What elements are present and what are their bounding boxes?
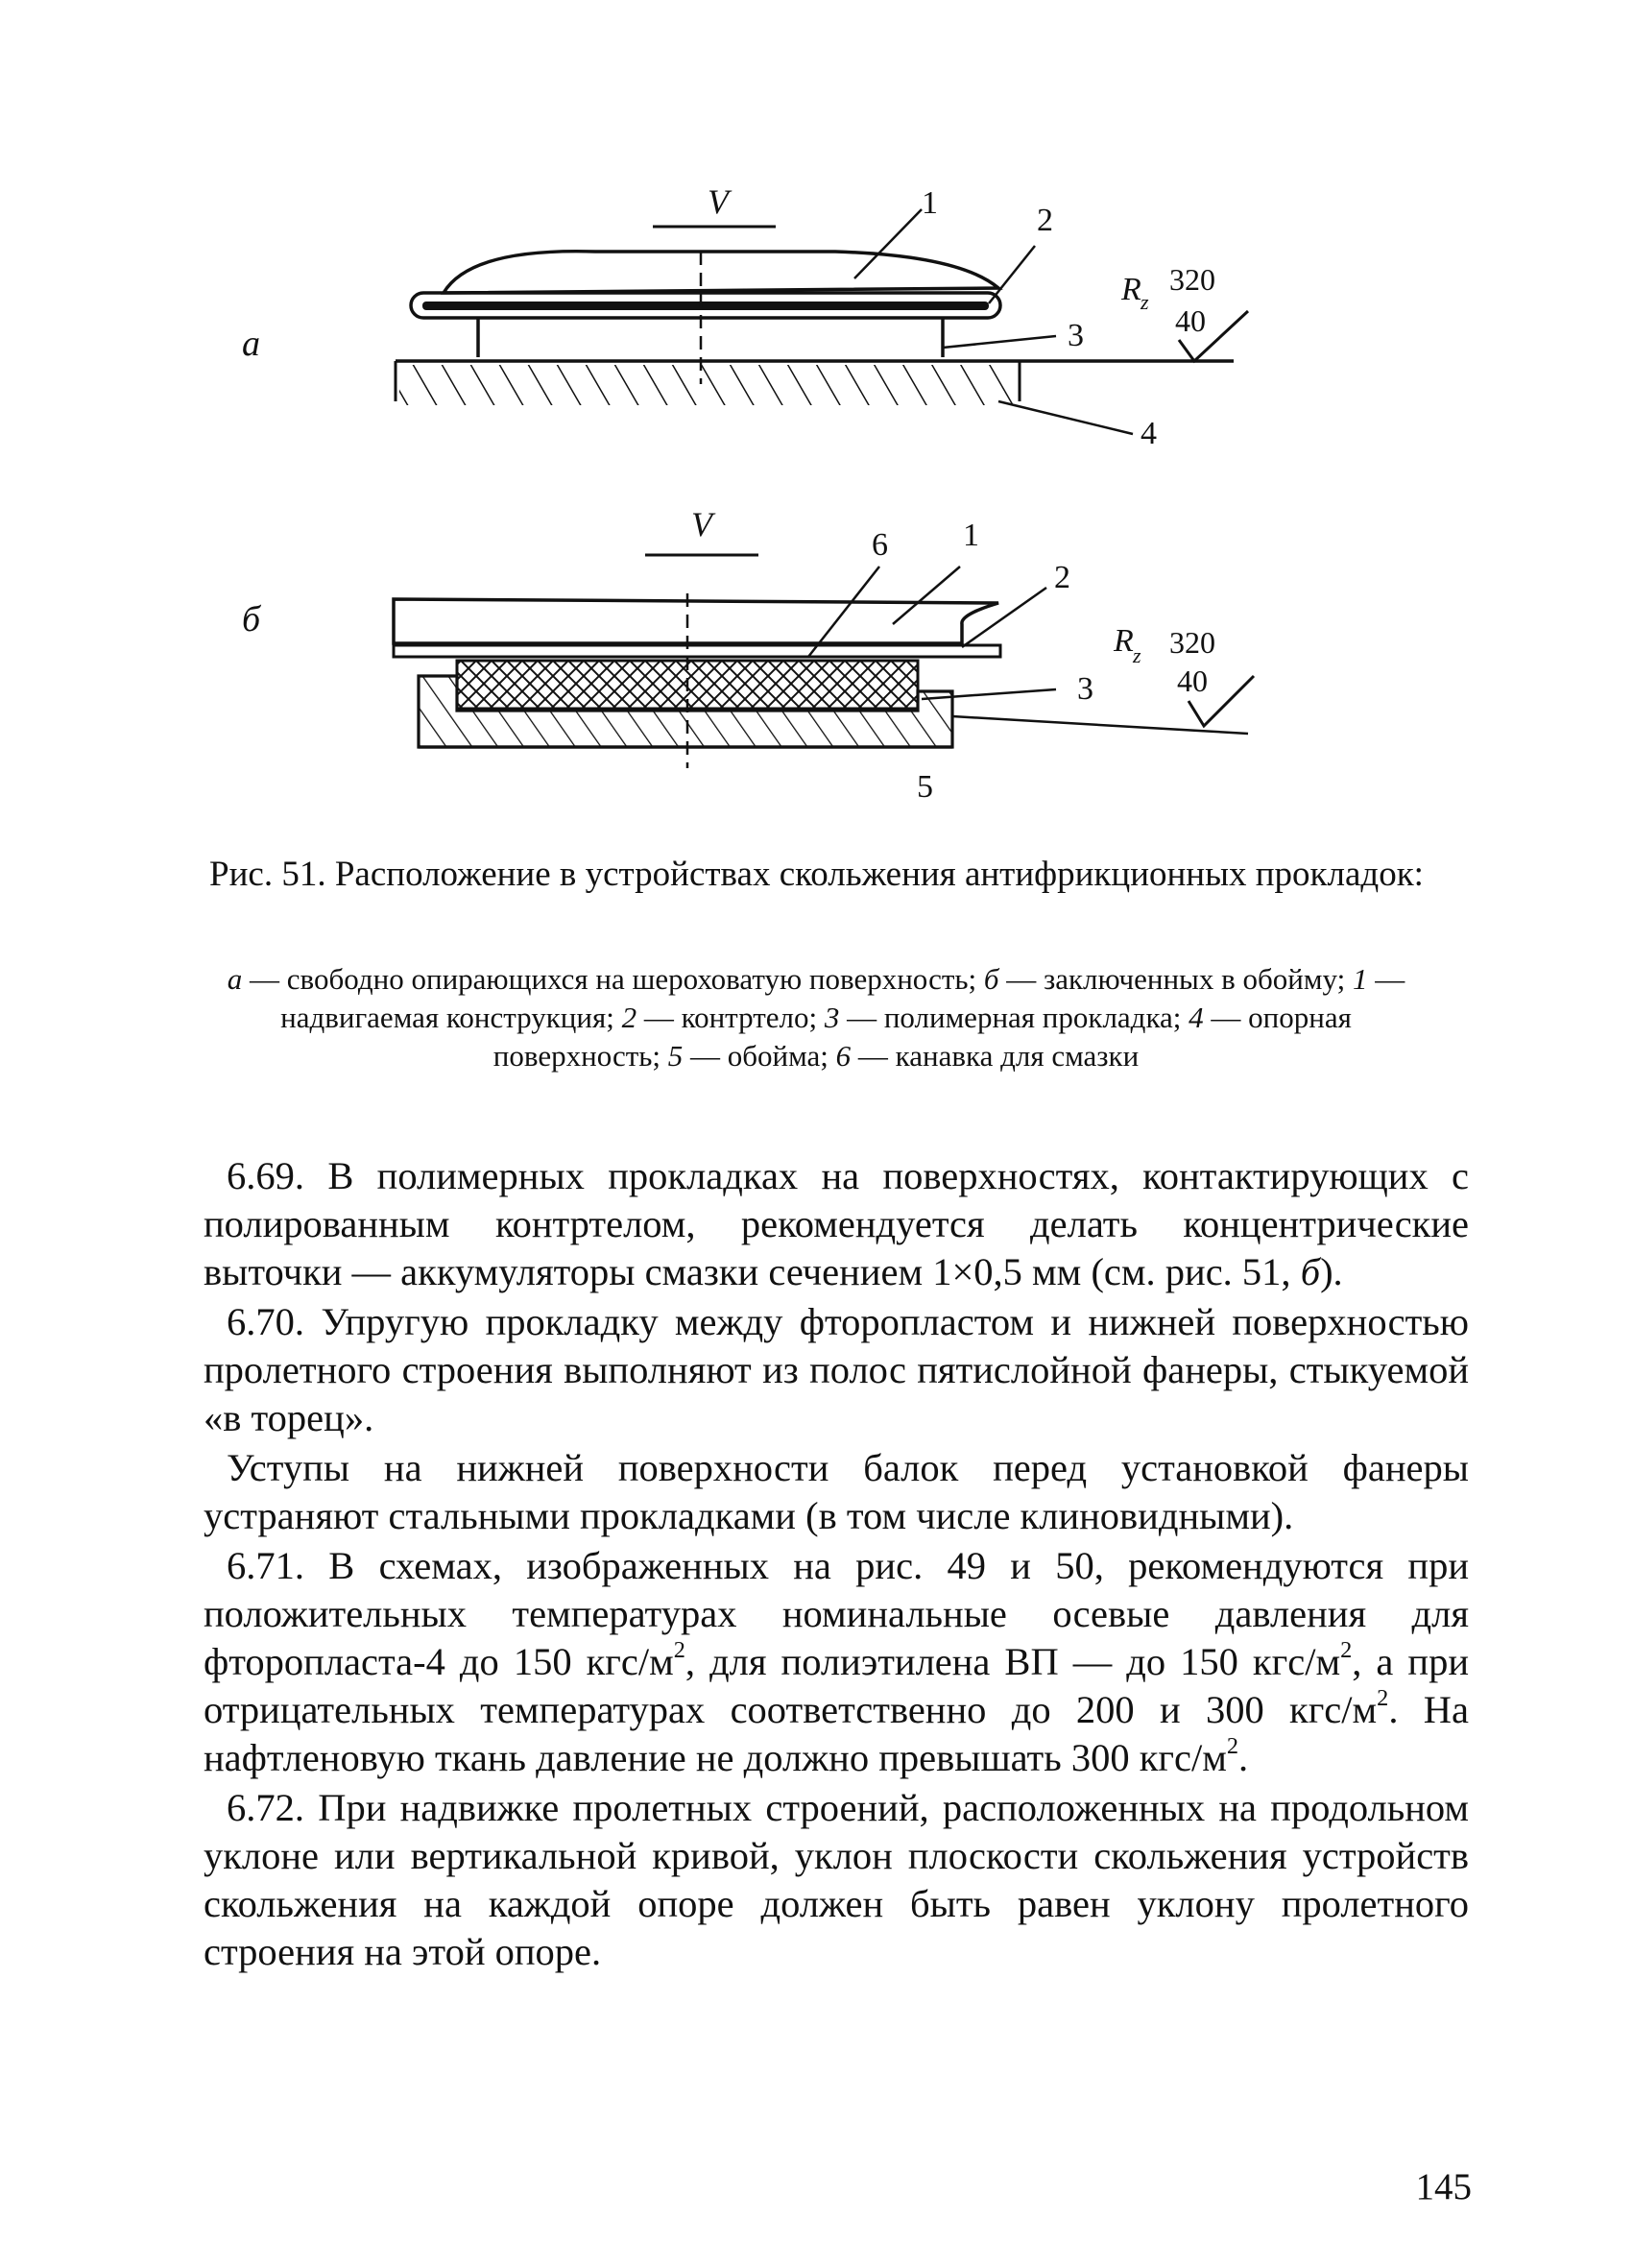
sliding-structure [444, 252, 998, 293]
p71-d: . На нафтленовую ткань давление не должно превышать 300 кгс/м [204, 1688, 1469, 1779]
roughness-symbol-b: R [1114, 623, 1134, 659]
velocity-label-b: V [691, 505, 712, 543]
leader-2 [989, 246, 1035, 303]
page-number: 145 [1415, 2166, 1472, 2208]
callout-1: 1 [922, 185, 938, 221]
legend-key-3: 3 [824, 1001, 840, 1034]
roughness-symbol: R [1121, 272, 1141, 307]
legend-text-a: — свободно опирающихся на шероховатую поверхность; [242, 962, 984, 996]
roughness-bottom: 40 [1175, 303, 1206, 338]
figure-51-drawing [0, 0, 1633, 845]
roughness-subscript: z [1141, 290, 1149, 314]
callout-2b: 2 [1054, 560, 1070, 595]
support-hatching [399, 365, 1018, 405]
legend-key-4: 4 [1189, 1001, 1204, 1034]
p71-e: . [1238, 1736, 1249, 1779]
p69-end: ). [1320, 1250, 1343, 1293]
callout-3: 3 [1068, 318, 1084, 353]
panel-a [242, 182, 1248, 451]
legend-text-4: — опорная поверхность; [492, 1001, 1352, 1073]
p71-sup-3: 2 [1377, 1684, 1389, 1711]
p69-text: 6.69. В полимерных прокладках на поверхностях, контактирующих с полированным контртелом, рекомендуется делать концентрические выточки — аккумуляторы смазки сечением 1×0,5 мм (см. рис. 51, [204, 1154, 1469, 1293]
figure-caption-title: Рис. 51. Расположение в устройствах скольжения антифрикционных прокладок: [209, 855, 1424, 894]
callout-2: 2 [1037, 203, 1053, 238]
panel-b [242, 505, 1254, 805]
callout-5: 5 [917, 769, 933, 805]
figure-51 [0, 0, 1633, 845]
legend-key-b: б [983, 962, 999, 996]
roughness-mark-b [1113, 623, 1254, 726]
roughness-top: 320 [1169, 262, 1215, 297]
leader-4 [998, 401, 1133, 434]
paragraph-6-72: 6.72. При надвижке пролетных строений, расположенных на продольном уклоне или вертикальной кривой, уклон плоскости скольжения устройств скольжения на каждой опоре должен быть равен уклону пролетного строения на этой опоре. [204, 1786, 1469, 1973]
velocity-label: V [708, 182, 729, 221]
paragraph-6-71 [204, 1542, 1469, 1782]
legend-text-b: — заключенных в обойму; [998, 962, 1353, 996]
leader-3 [943, 336, 1056, 348]
p71-b: , для полиэтилена ВП — до 150 кгс/м [684, 1640, 1341, 1683]
legend-text-6: — канавка для смазки [851, 1039, 1140, 1073]
counter-body-core [422, 302, 989, 310]
p69-figure-ref: б [1300, 1250, 1321, 1293]
leader-2b [962, 588, 1046, 647]
p71-sup-1: 2 [673, 1636, 685, 1663]
legend-key-5: 5 [667, 1039, 684, 1073]
counter-body-b [394, 645, 1000, 657]
legend-key-1: 1 [1352, 962, 1368, 996]
p71-sup-2: 2 [1340, 1636, 1353, 1663]
roughness-mark-a [1120, 262, 1248, 361]
callout-1b: 1 [963, 518, 979, 553]
callout-6: 6 [872, 527, 888, 563]
legend-text-2: — контртело; [636, 1001, 825, 1034]
paragraph-6-70-b: Уступы на нижней поверхности балок перед установкой фанеры устраняют стальными прокладками (в том числе клиновидными). [204, 1446, 1469, 1537]
figure-legend [202, 960, 1430, 1075]
callout-3b: 3 [1077, 671, 1093, 707]
sliding-structure-b [394, 599, 998, 643]
paragraph-6-70: 6.70. Упругую прокладку между фторопластом и нижней поверхностью пролетного строения выполняют из полос пятислойной фанеры, стыкуемой «в торец». [204, 1300, 1469, 1439]
legend-key-6: 6 [835, 1039, 852, 1073]
p71-c: , а при отрицательных температурах соответственно до 200 и 300 кгс/м [204, 1640, 1469, 1731]
leader-1 [854, 209, 922, 278]
legend-text-5: — обойма; [683, 1039, 836, 1073]
roughness-bottom-b: 40 [1177, 664, 1208, 698]
panel-b-letter: б [242, 599, 261, 639]
panel-a-letter: а [242, 324, 260, 364]
legend-key-2: 2 [621, 1001, 637, 1034]
p71-sup-4: 2 [1226, 1732, 1239, 1759]
body-text [204, 1152, 1469, 1976]
leader-1b [893, 567, 960, 624]
legend-text-3: — полимерная прокладка; [839, 1001, 1189, 1034]
legend-key-a: а [227, 962, 243, 996]
legend-text-1: — надвигаемая конструкция; [280, 962, 1405, 1034]
roughness-subscript-b: z [1133, 643, 1141, 667]
callout-4: 4 [1141, 416, 1157, 451]
p71-a: 6.71. В схемах, изображенных на рис. 49 и 50, рекомендуются при положительных температурах номинальные осевые давления для фторопласта-4 до 150 кгс/м [204, 1544, 1469, 1683]
paragraph-6-69 [204, 1152, 1469, 1296]
roughness-top-b: 320 [1169, 625, 1215, 660]
